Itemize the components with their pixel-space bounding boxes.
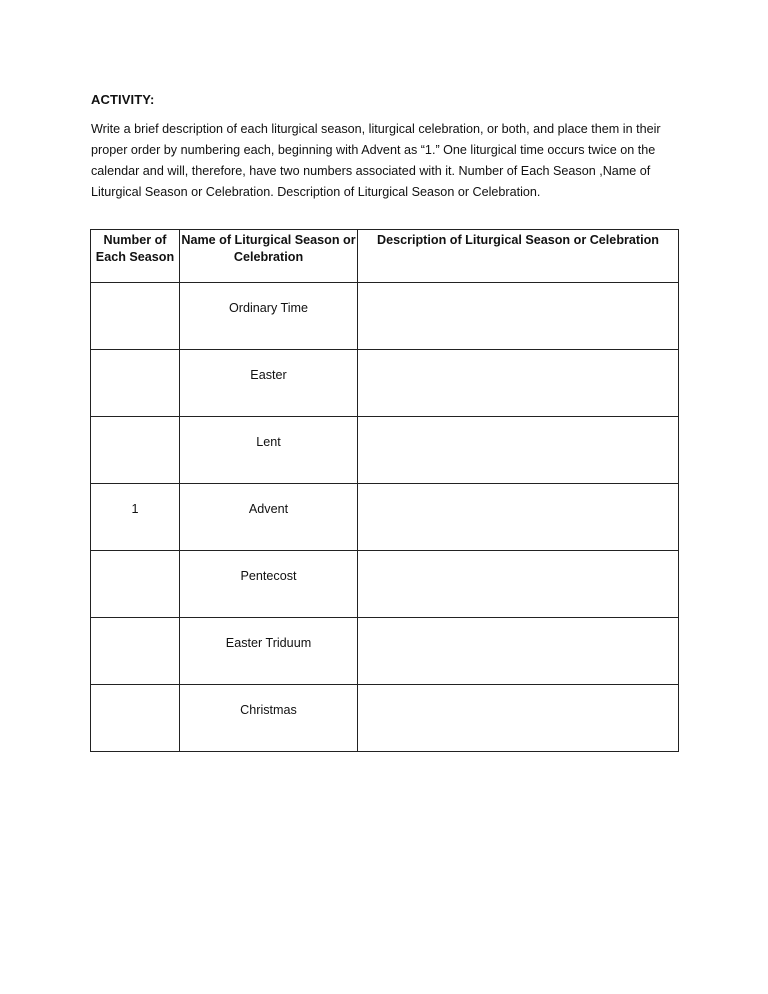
header-number: Number of Each Season	[91, 230, 180, 283]
header-description: Description of Liturgical Season or Celebration	[358, 230, 679, 283]
table-row	[91, 417, 679, 484]
number-cell[interactable]: 1	[91, 484, 180, 551]
description-cell[interactable]	[358, 283, 679, 350]
description-cell[interactable]	[358, 350, 679, 417]
number-cell[interactable]	[91, 618, 180, 685]
table-row	[91, 685, 679, 752]
table-row	[91, 283, 679, 350]
season-name-cell: Christmas	[180, 685, 358, 752]
table-row	[91, 484, 679, 551]
number-cell[interactable]	[91, 283, 180, 350]
activity-heading: ACTIVITY:	[91, 92, 155, 107]
table-row	[91, 551, 679, 618]
number-cell[interactable]	[91, 350, 180, 417]
table-row	[91, 350, 679, 417]
number-cell[interactable]	[91, 417, 180, 484]
activity-instructions: Write a brief description of each liturgical season, liturgical celebration, or both, and place them in their proper order by numbering each, beginning with Advent as “1.” One liturgical time occurs twice on the calendar and will, therefore, have two numbers associated with it. Number of Each Season ,Name of Liturgical Season or Celebration. Description of Liturgical Season or Celebration.	[91, 122, 661, 199]
season-name-cell: Ordinary Time	[180, 283, 358, 350]
header-name: Name of Liturgical Season or Celebration	[180, 230, 358, 283]
description-cell[interactable]	[358, 685, 679, 752]
number-cell[interactable]	[91, 551, 180, 618]
description-cell[interactable]	[358, 618, 679, 685]
season-name-cell: Lent	[180, 417, 358, 484]
description-cell[interactable]	[358, 417, 679, 484]
number-cell[interactable]	[91, 685, 180, 752]
liturgical-seasons-table	[90, 229, 679, 752]
description-cell[interactable]	[358, 484, 679, 551]
description-cell[interactable]	[358, 551, 679, 618]
season-name-cell: Pentecost	[180, 551, 358, 618]
season-name-cell: Easter	[180, 350, 358, 417]
table-header-row	[91, 230, 679, 283]
table-row	[91, 618, 679, 685]
season-name-cell: Advent	[180, 484, 358, 551]
season-name-cell: Easter Triduum	[180, 618, 358, 685]
